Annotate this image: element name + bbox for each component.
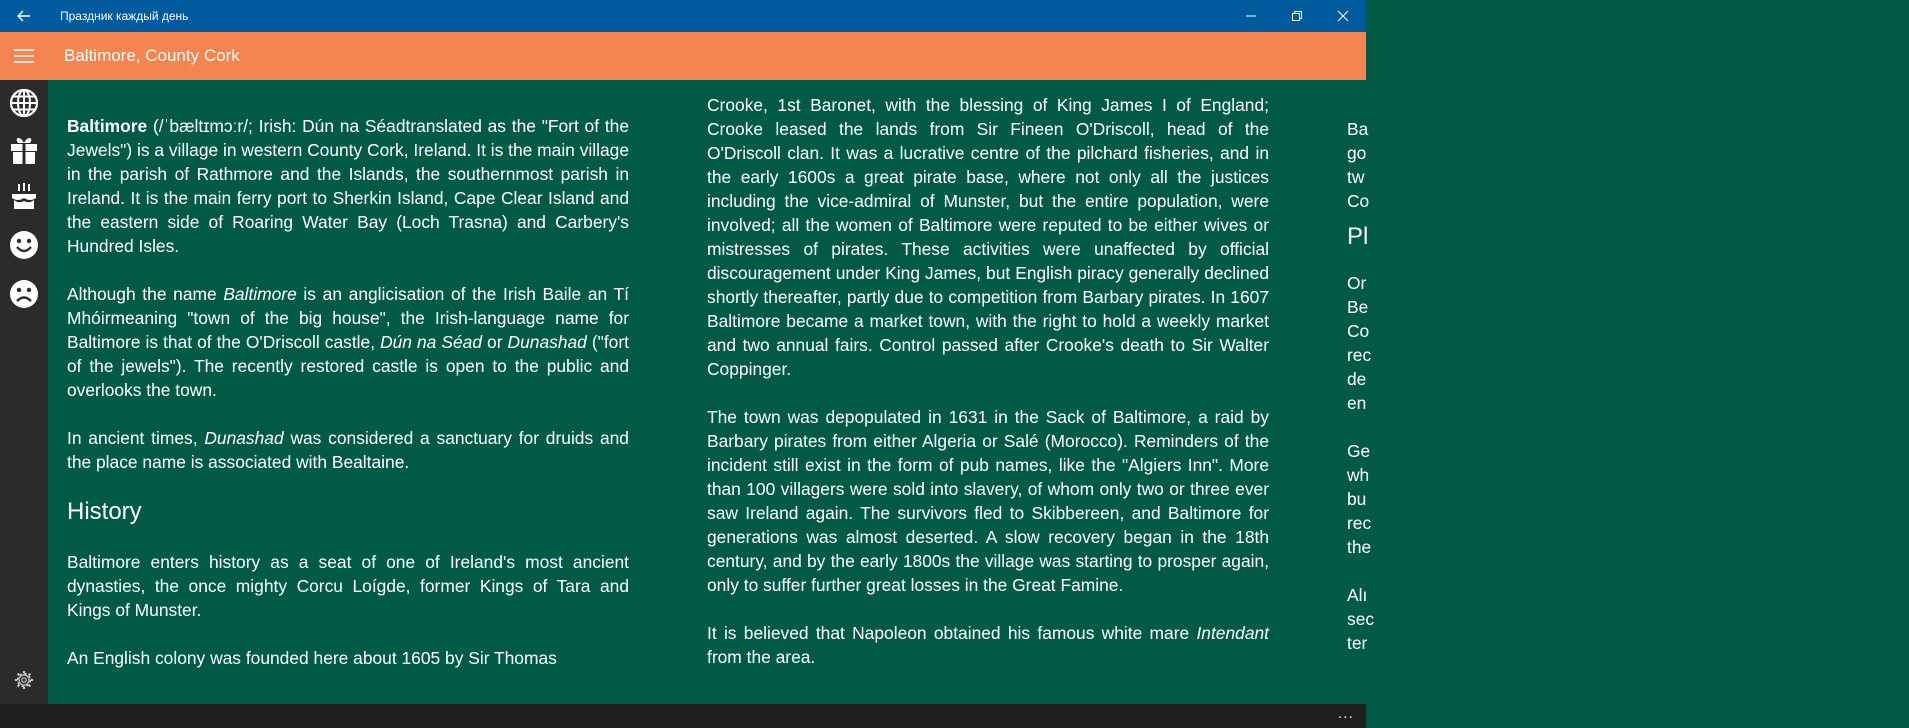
cake-icon: [10, 182, 38, 212]
article-subject: Baltimore: [67, 116, 148, 136]
paragraph: It is believed that Napoleon obtained his famous white mare Intendant from the area.: [707, 623, 1269, 667]
paragraph: Baltimore enters history as a seat of one of Ireland's most ancient dynasties, the once mighty Corcu Loígde, former Kings of Tara and Kings of Munster.: [67, 552, 629, 620]
gear-icon: [14, 670, 34, 690]
section-heading-history: History: [67, 498, 142, 525]
text-line: Or: [1347, 273, 1367, 293]
article-column-3: [1347, 117, 1909, 655]
nav-cake-button[interactable]: [0, 177, 48, 217]
text-line: wh: [1347, 465, 1370, 485]
window-title: Праздник каждый день: [60, 9, 189, 23]
text-line: Be: [1347, 297, 1369, 317]
paragraph: An English colony was founded here about 1605 by Sir Thomas: [67, 648, 557, 668]
minimize-button[interactable]: [1228, 0, 1274, 32]
text-line: rec: [1347, 345, 1372, 365]
minimize-icon: [1246, 11, 1256, 21]
article-column-1: [67, 114, 629, 694]
globe-icon: [9, 88, 39, 118]
nav-smile-button[interactable]: [0, 225, 48, 265]
text-line: Co: [1347, 191, 1370, 211]
page-header: [0, 32, 1366, 80]
article-column-2: [707, 93, 1269, 693]
nav-gift-button[interactable]: [0, 130, 48, 170]
sad-icon: [9, 279, 39, 309]
restore-button[interactable]: [1274, 0, 1320, 32]
hamburger-menu-button[interactable]: [0, 32, 48, 80]
paragraph: Although the name Baltimore is an anglicisation of the Irish Baile an Tí Mhóirmeaning "town of the big house", the Irish-language name for Baltimore is that of the O'Driscoll castle, Dún na Séad or Dunashad ("fort of the jewels"). The recently restored castle is open to the public and overlooks the town.: [67, 284, 629, 400]
title-bar: [0, 0, 1366, 32]
nav-sad-button[interactable]: [0, 274, 48, 314]
text-line: ter: [1347, 633, 1368, 653]
restore-icon: [1292, 11, 1302, 21]
text-line: de: [1347, 369, 1367, 389]
nav-globe-button[interactable]: [0, 83, 48, 123]
page-title: Baltimore, County Cork: [64, 46, 240, 65]
text-line: rec: [1347, 513, 1372, 533]
more-options-button[interactable]: ...: [1337, 705, 1354, 722]
article-content: [48, 80, 1375, 704]
paragraph: Crooke, 1st Baronet, with the blessing of King James I of England; Crooke leased the lands from Sir Fineen O'Driscoll, head of the O'Driscoll clan. It was a lucrative centre of the pilchard fisheries, and in the early 1600s a great pirate base, where not only all the justices including the vice-admiral of Munster, but the entire population, were involved; all the women of Baltimore were reputed to be either wives or mistresses of pirates. These activities were unaffected by official discouragement under King James, but English piracy generally declined shortly thereafter, partly due to competition from Barbary pirates. In 1607 Baltimore became a market town, with the right to hold a weekly market and two annual fairs. Control passed after Crooke's death to Sir Walter Coppinger.: [707, 95, 1269, 379]
gift-icon: [10, 135, 38, 165]
sidebar: [0, 80, 48, 704]
text-line: sec: [1347, 609, 1375, 629]
text-line: Alı: [1347, 585, 1368, 605]
back-button[interactable]: [0, 0, 48, 32]
text-line: Ge: [1347, 441, 1371, 461]
settings-button[interactable]: [0, 660, 48, 700]
bottom-app-bar: [0, 704, 1366, 728]
text-line: Ba: [1347, 119, 1369, 139]
text-line: en: [1347, 393, 1367, 413]
back-arrow-icon: [17, 10, 31, 22]
smile-icon: [9, 230, 39, 260]
text-line: go: [1347, 143, 1367, 163]
hamburger-icon: [14, 49, 34, 63]
paragraph: The town was depopulated in 1631 in the Sack of Baltimore, a raid by Barbary pirates from either Algeria or Salé (Morocco). Reminders of the incident still exist in the form of pub names, like the "Algiers Inn". More than 100 villagers were sold into slavery, of whom only two or three ever saw Ireland again. The survivors fled to Skibbereen, and Baltimore for generations was almost deserted. A slow recovery began in the 18th century, and by the early 1800s the village was starting to prosper again, only to suffer further great losses in the Great Famine.: [707, 407, 1269, 595]
text-line: Co: [1347, 321, 1370, 341]
text-line: the: [1347, 537, 1372, 557]
text-line: bu: [1347, 489, 1367, 509]
close-button[interactable]: [1320, 0, 1366, 32]
text-line: tw: [1347, 167, 1365, 187]
paragraph: Baltimore (/ˈbæltɪmɔːr/; Irish: Dún na Séadtranslated as the "Fort of the Jewels") is a village in western County Cork, Ireland. It is the main village in the parish of Rathmore and the Islands, the southernmost parish in Ireland. It is the main ferry port to Sherkin Island, Cape Clear Island and the eastern side of Roaring Water Bay (Loch Trasna) and Carbery's Hundred Isles.: [67, 116, 629, 256]
section-heading: Pl: [1347, 223, 1369, 250]
paragraph: In ancient times, Dunashad was considered a sanctuary for druids and the place name is associated with Bealtaine.: [67, 428, 629, 472]
close-icon: [1338, 11, 1348, 21]
